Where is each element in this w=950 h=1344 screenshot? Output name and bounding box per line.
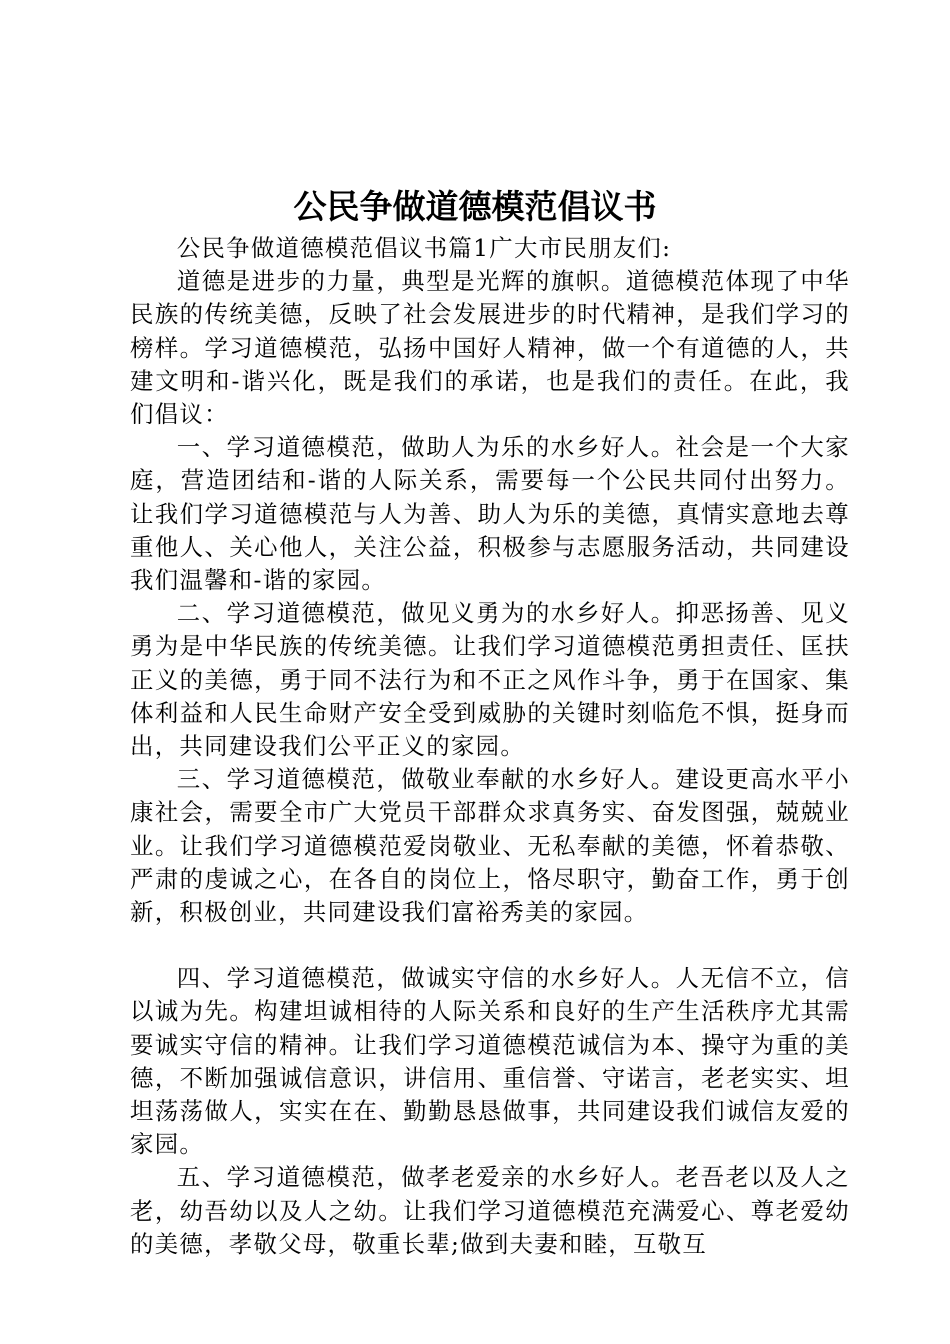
proposal-paragraph-1: 一、学习道德模范，做助人为乐的水乡好人。社会是一个大家庭，营造团结和-谐的人际关系，需要每一个公民共同付出努力。让我们学习道德模范与人为善、助人为乐的美德，真情实意地去尊重他人、关心他人，关注公益，积极参与志愿服务活动，共同建设我们温馨和-谐的家园。 xyxy=(130,433,850,595)
proposal-paragraph-3: 三、学习道德模范，做敬业奉献的水乡好人。建设更高水平小康社会，需要全市广大党员干部群众求真务实、奋发图强，兢兢业业。让我们学习道德模范爱岗敬业、无私奉献的美德，怀着恭敬、严肃的虔诚之心，在各自的岗位上，恪尽职守，勤奋工作，勇于创新，积极创业，共同建设我们富裕秀美的家园。 xyxy=(130,765,850,927)
proposal-paragraph-2: 二、学习道德模范，做见义勇为的水乡好人。抑恶扬善、见义勇为是中华民族的传统美德。让我们学习道德模范勇担责任、匡扶正义的美德，勇于同不法行为和不正之风作斗争，勇于在国家、集体利益和人民生命财产安全受到威胁的关键时刻临危不惧，挺身而出，共同建设我们公平正义的家园。 xyxy=(130,599,850,761)
intro-paragraph: 道德是进步的力量，典型是光辉的旗帜。道德模范体现了中华民族的传统美德，反映了社会发展进步的时代精神，是我们学习的榜样。学习道德模范，弘扬中国好人精神，做一个有道德的人，共建文明和-谐兴化，既是我们的承诺，也是我们的责任。在此，我们倡议： xyxy=(130,267,850,429)
document-title: 公民争做道德模范倡议书 xyxy=(293,187,657,226)
document-body xyxy=(130,232,850,1261)
proposal-paragraph-5: 五、学习道德模范，做孝老爱亲的水乡好人。老吾老以及人之老，幼吾幼以及人之幼。让我们学习道德模范充满爱心、尊老爱幼的美德，孝敬父母，敬重长辈;做到夫妻和睦，互敬互 xyxy=(130,1163,850,1258)
greeting-paragraph: 公民争做道德模范倡议书篇1广大市民朋友们: xyxy=(176,234,672,262)
proposal-paragraph-4: 四、学习道德模范，做诚实守信的水乡好人。人无信不立，信以诚为先。构建坦诚相待的人际关系和良好的生产生活秩序尤其需要诚实守信的精神。让我们学习道德模范诚信为本、操守为重的美德，不断加强诚信意识，讲信用、重信誉、守诺言，老老实实、坦坦荡荡做人，实实在在、勤勤恳恳做事，共同建设我们诚信友爱的家园。 xyxy=(130,964,850,1159)
